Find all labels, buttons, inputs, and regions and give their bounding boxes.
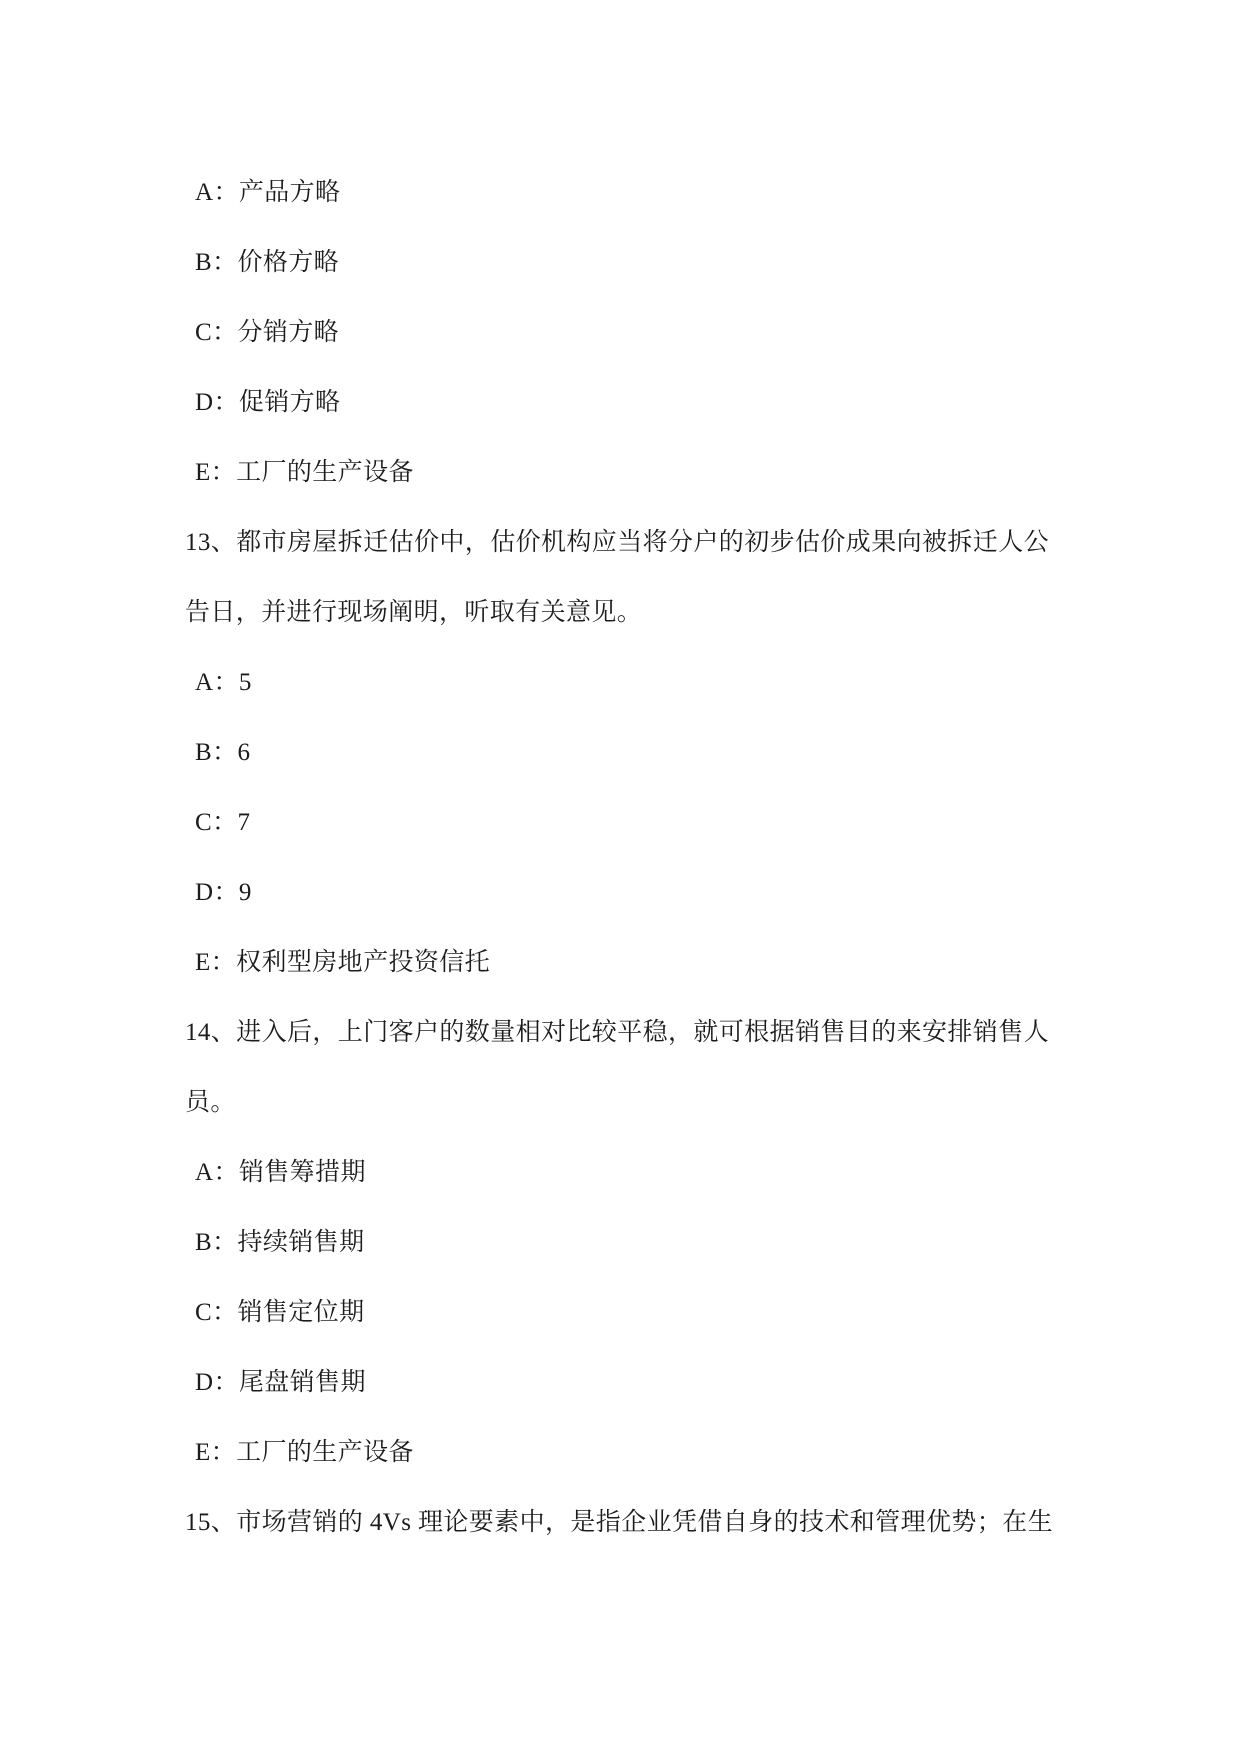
q12-option-a: A：产品方略 <box>195 179 341 206</box>
q12-option-b: B：价格方略 <box>195 249 340 276</box>
q14-option-c: C：销售定位期 <box>195 1299 365 1326</box>
q13-stem-line-1: 13、都市房屋拆迁估价中，估价机构应当将分户的初步估价成果向被拆迁人公 <box>185 529 1050 556</box>
q14-stem-line-2: 员。 <box>185 1089 236 1116</box>
q13-option-c: C：7 <box>195 809 251 836</box>
q14-option-b: B：持续销售期 <box>195 1229 365 1256</box>
q12-option-c: C：分销方略 <box>195 319 340 346</box>
q14-option-d: D：尾盘销售期 <box>195 1369 366 1396</box>
q14-stem-line-1: 14、进入后，上门客户的数量相对比较平稳，就可根据销售目的来安排销售人 <box>185 1019 1050 1046</box>
q13-stem-line-2: 告日，并进行现场阐明，听取有关意见。 <box>185 599 643 626</box>
q13-option-b: B：6 <box>195 739 251 766</box>
q12-option-d: D：促销方略 <box>195 389 341 416</box>
q15-stem-line-1: 15、市场营销的 4Vs 理论要素中，是指企业凭借自身的技术和管理优势；在生 <box>185 1509 1053 1536</box>
q14-option-a: A：销售筹措期 <box>195 1159 366 1186</box>
q14-option-e: E：工厂的生产设备 <box>195 1439 414 1466</box>
q13-option-a: A：5 <box>195 669 252 696</box>
q13-option-d: D：9 <box>195 879 252 906</box>
q12-option-e: E：工厂的生产设备 <box>195 459 414 486</box>
q13-option-e: E：权利型房地产投资信托 <box>195 949 491 976</box>
